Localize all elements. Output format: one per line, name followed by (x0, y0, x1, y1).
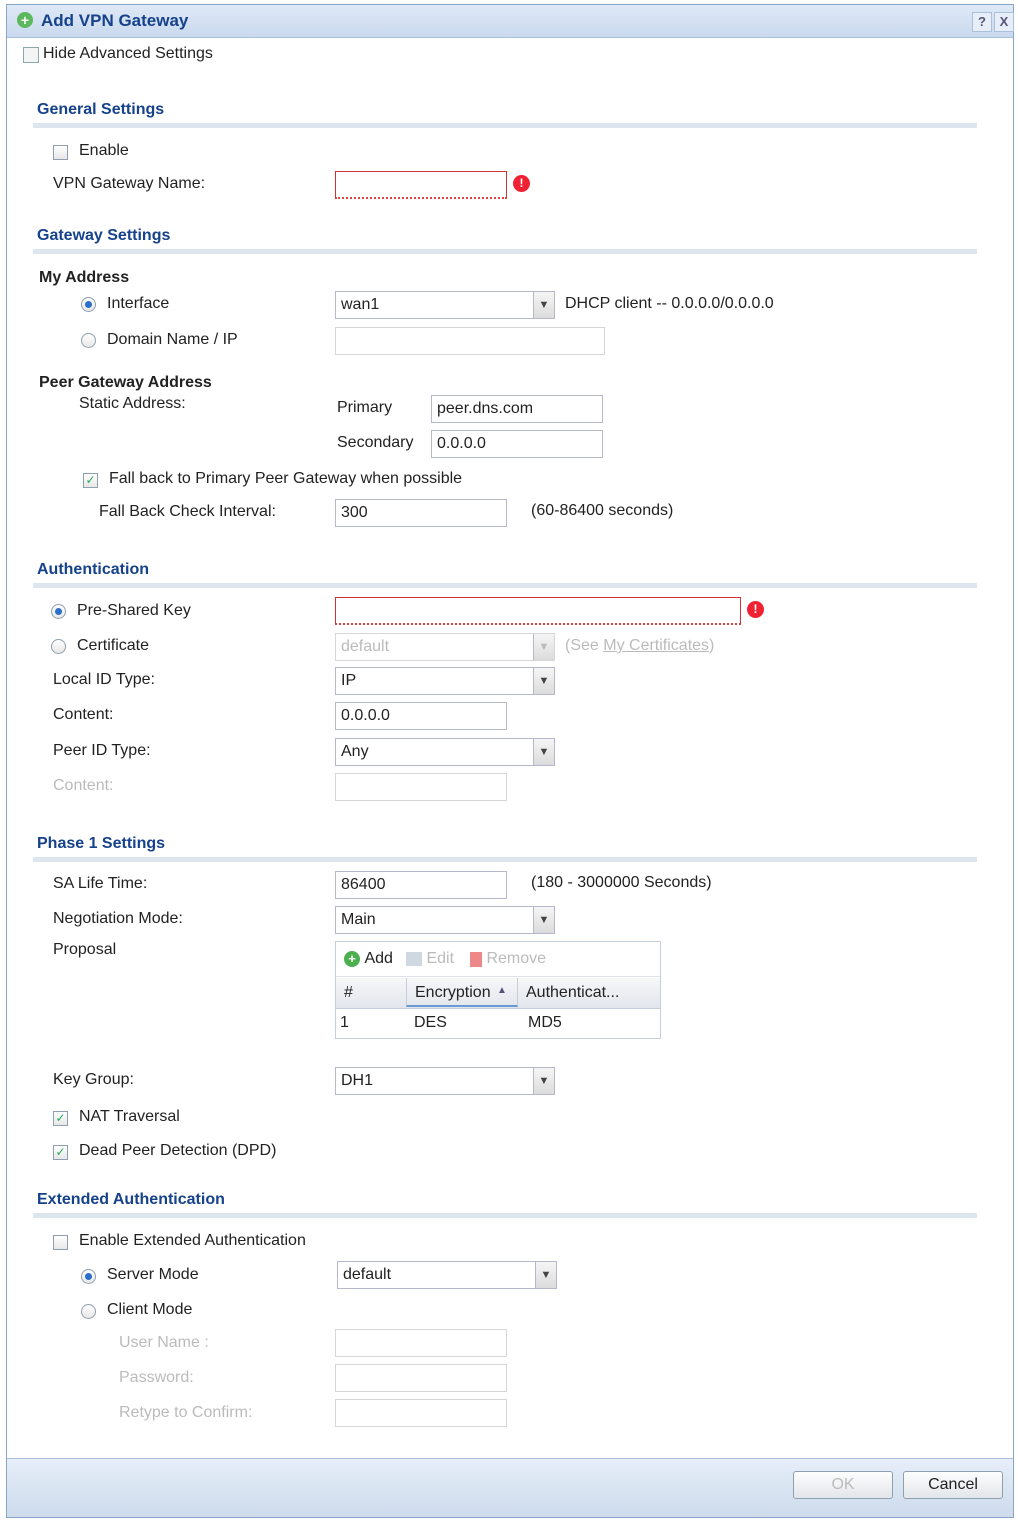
primary-input[interactable]: peer.dns.com (431, 395, 603, 423)
column-header-number[interactable]: # (344, 984, 353, 1001)
add-proposal-button[interactable] (344, 950, 393, 968)
local-id-select[interactable] (335, 667, 555, 695)
section-divider (33, 583, 977, 588)
domain-radio[interactable] (81, 333, 96, 348)
my-address-heading: My Address (39, 269, 130, 286)
domain-input[interactable] (335, 327, 605, 355)
negotiation-value: Main (341, 911, 376, 928)
key-group-label: Key Group: (53, 1071, 134, 1088)
encryption-header-label: Encryption (415, 984, 491, 1001)
add-icon: + (17, 12, 33, 28)
certificate-value: default (341, 638, 390, 655)
password-input[interactable] (335, 1364, 507, 1392)
username-label: User Name : (119, 1334, 209, 1351)
peer-id-label: Peer ID Type: (53, 742, 151, 759)
chevron-down-icon: ▼ (535, 1262, 556, 1288)
sa-life-input[interactable]: 86400 (335, 871, 507, 899)
column-header-encryption[interactable] (406, 978, 518, 1007)
interval-hint: (60-86400 seconds) (531, 502, 674, 519)
section-divider (33, 249, 977, 254)
proposal-grid (335, 941, 661, 1039)
dialog-title: Add VPN Gateway (41, 11, 189, 30)
authentication-heading: Authentication (37, 561, 149, 578)
gateway-name-input[interactable] (335, 171, 507, 199)
my-certificates-link[interactable]: My Certificates (603, 637, 710, 654)
sa-life-label: SA Life Time: (53, 875, 148, 892)
enable-checkbox[interactable] (53, 145, 68, 160)
hide-advanced-label: Hide Advanced Settings (43, 45, 213, 62)
cert-hint-suffix: ) (709, 637, 715, 654)
peer-id-select[interactable] (335, 738, 555, 766)
table-row[interactable] (336, 1009, 660, 1037)
cert-hint-prefix: (See (565, 637, 604, 654)
chevron-down-icon: ▼ (533, 634, 554, 660)
close-button[interactable]: X (994, 12, 1014, 32)
cancel-button[interactable]: Cancel (903, 1471, 1003, 1499)
ok-button[interactable]: OK (793, 1471, 893, 1499)
chevron-down-icon: ▼ (533, 907, 554, 933)
remove-proposal-button[interactable] (470, 950, 546, 968)
interval-label: Fall Back Check Interval: (99, 503, 276, 520)
certificate-radio[interactable] (51, 639, 66, 654)
retype-input[interactable] (335, 1399, 507, 1427)
add-vpn-gateway-dialog (6, 4, 1014, 1518)
title-bar (7, 5, 1013, 38)
secondary-input[interactable]: 0.0.0.0 (431, 430, 603, 458)
psk-radio[interactable] (51, 604, 66, 619)
edit-icon (406, 952, 422, 966)
sort-asc-icon: ▲ (497, 985, 507, 996)
chevron-down-icon: ▼ (533, 668, 554, 694)
remove-label: Remove (486, 950, 547, 967)
error-icon: ! (513, 175, 530, 192)
psk-input[interactable] (335, 597, 741, 625)
dpd-label: Dead Peer Detection (DPD) (79, 1142, 277, 1159)
chevron-down-icon: ▼ (533, 1068, 554, 1094)
username-input[interactable] (335, 1329, 507, 1357)
content-input[interactable]: 0.0.0.0 (335, 702, 507, 730)
edit-label: Edit (426, 950, 455, 967)
interface-value: wan1 (341, 296, 380, 313)
section-divider (33, 123, 977, 128)
add-label: Add (364, 950, 393, 967)
primary-label: Primary (337, 399, 393, 416)
certificate-select[interactable] (335, 633, 555, 661)
enable-xauth-checkbox[interactable] (53, 1235, 68, 1250)
password-label: Password: (119, 1369, 194, 1386)
server-mode-label: Server Mode (107, 1266, 199, 1283)
client-mode-radio[interactable] (81, 1304, 96, 1319)
error-icon: ! (747, 601, 764, 618)
chevron-down-icon: ▼ (533, 739, 554, 765)
certificate-label: Certificate (77, 637, 150, 654)
gateway-name-label: VPN Gateway Name: (53, 175, 206, 192)
add-icon: + (344, 951, 360, 967)
server-mode-select[interactable] (337, 1261, 557, 1289)
server-mode-value: default (343, 1266, 392, 1283)
peer-content-input[interactable] (335, 773, 507, 801)
nat-traversal-checkbox[interactable]: ✓ (53, 1111, 68, 1126)
nat-traversal-label: NAT Traversal (79, 1108, 180, 1125)
row-encryption: DES (414, 1014, 447, 1031)
proposal-grid-header (336, 978, 660, 1009)
domain-label: Domain Name / IP (107, 331, 238, 348)
interface-radio[interactable] (81, 297, 96, 312)
dpd-checkbox[interactable]: ✓ (53, 1145, 68, 1160)
dialog-footer (7, 1458, 1013, 1517)
negotiation-select[interactable] (335, 906, 555, 934)
enable-xauth-label: Enable Extended Authentication (79, 1232, 306, 1249)
enable-label: Enable (79, 142, 129, 159)
peer-id-value: Any (341, 743, 369, 760)
key-group-select[interactable] (335, 1067, 555, 1095)
row-number: 1 (340, 1014, 349, 1031)
retype-label: Retype to Confirm: (119, 1404, 253, 1421)
edit-proposal-button[interactable] (406, 950, 454, 968)
general-settings-heading: General Settings (37, 101, 165, 118)
proposal-toolbar (336, 942, 660, 977)
psk-label: Pre-Shared Key (77, 602, 191, 619)
row-authentication: MD5 (528, 1014, 562, 1031)
section-divider (33, 857, 977, 862)
interface-label: Interface (107, 295, 170, 312)
static-address-label: Static Address: (79, 395, 186, 412)
advanced-settings-icon (23, 47, 39, 63)
gateway-settings-heading: Gateway Settings (37, 227, 171, 244)
help-button[interactable]: ? (972, 12, 992, 32)
local-id-value: IP (341, 672, 357, 689)
peer-gateway-heading: Peer Gateway Address (39, 374, 212, 391)
section-divider (33, 1213, 977, 1218)
chevron-down-icon: ▼ (533, 292, 554, 318)
client-mode-label: Client Mode (107, 1301, 193, 1318)
secondary-label: Secondary (337, 434, 414, 451)
key-group-value: DH1 (341, 1072, 374, 1089)
fallback-label: Fall back to Primary Peer Gateway when possible (109, 470, 463, 487)
column-header-authentication[interactable]: Authenticat... (526, 984, 620, 1001)
sa-life-hint: (180 - 3000000 Seconds) (531, 874, 712, 891)
interval-input[interactable]: 300 (335, 499, 507, 527)
content-label: Content: (53, 706, 114, 723)
cert-hint (565, 637, 714, 655)
extended-auth-heading: Extended Authentication (37, 1191, 225, 1208)
interface-select[interactable] (335, 291, 555, 319)
server-mode-radio[interactable] (81, 1269, 96, 1284)
phase1-heading: Phase 1 Settings (37, 835, 166, 852)
interface-info: DHCP client -- 0.0.0.0/0.0.0.0 (565, 295, 774, 312)
peer-content-label: Content: (53, 777, 114, 794)
fallback-checkbox[interactable]: ✓ (83, 473, 98, 488)
local-id-label: Local ID Type: (53, 671, 155, 688)
negotiation-label: Negotiation Mode: (53, 910, 183, 927)
proposal-label: Proposal (53, 941, 117, 958)
trash-icon (470, 952, 482, 967)
